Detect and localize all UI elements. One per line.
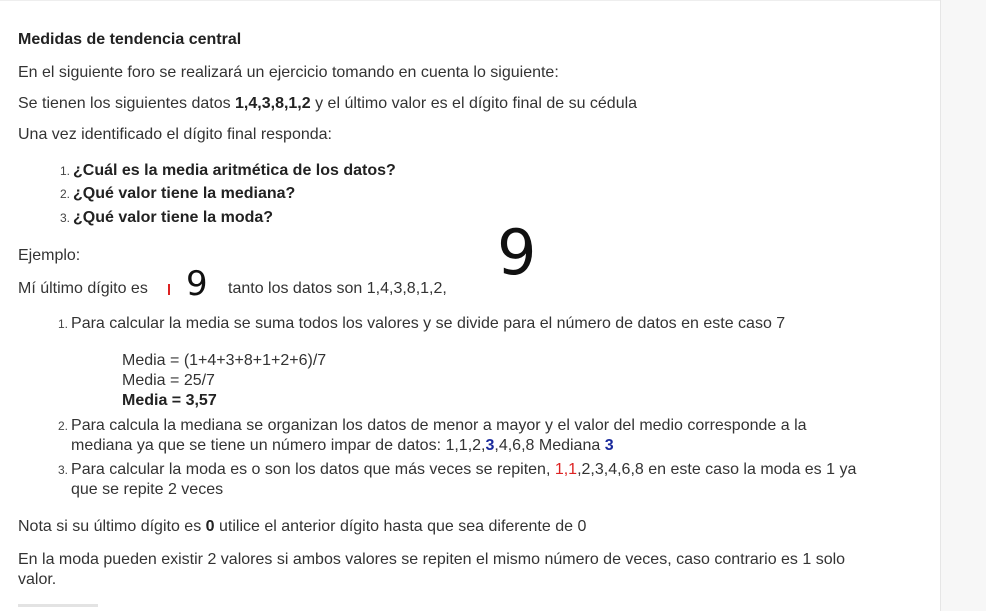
- step-text: ,4,6,8 Mediana: [494, 437, 605, 454]
- post-title: Medidas de tendencia central: [18, 31, 242, 48]
- question-1: [60, 161, 396, 181]
- note-pre: Nota si su último dígito es: [18, 518, 206, 535]
- median-value: 3: [604, 437, 614, 454]
- step-number: 1.: [58, 317, 69, 331]
- identify-text: Una vez identificado el dígito final responda:: [18, 126, 332, 143]
- mode-note-line-2: valor.: [18, 571, 57, 588]
- data-line: [18, 94, 637, 113]
- mode-highlight: 1,1: [554, 461, 578, 478]
- note-text: [18, 517, 586, 536]
- question-text: ¿Qué valor tiene la mediana?: [73, 185, 296, 202]
- question-text: ¿Qué valor tiene la moda?: [73, 209, 274, 226]
- red-mark: [168, 284, 170, 295]
- step-text: Para calcular la media se suma todos los valores y se divide para el número de datos en este caso 7: [71, 315, 786, 332]
- question-number: 3.: [60, 211, 71, 225]
- media-result: Media = 3,57: [122, 392, 217, 409]
- example-label: Ejemplo:: [18, 247, 81, 264]
- step-text: Para calcular la moda es o son los datos que más veces se repiten,: [71, 461, 555, 478]
- data-values: 1,4,3,8,1,2: [235, 95, 311, 112]
- data-line-post: y el último valor es el dígito final de su cédula: [310, 95, 638, 112]
- step-text: mediana ya que se tiene un número impar de datos: 1,1,2,: [71, 437, 486, 454]
- question-2: [60, 184, 295, 204]
- top-divider: [0, 0, 940, 1]
- step-1: [58, 314, 785, 334]
- step-2: [58, 416, 807, 436]
- question-text: ¿Cuál es la media aritmética de los datos?: [73, 162, 396, 179]
- step-3: [58, 460, 856, 480]
- median-highlight: 3: [485, 437, 495, 454]
- question-number: 1.: [60, 164, 71, 178]
- step-3-continued: que se repite 2 veces: [71, 481, 224, 498]
- data-line-pre: Se tienen los siguientes datos: [18, 95, 236, 112]
- mode-note-line-1: En la moda pueden existir 2 valores si ambos valores se repiten el mismo número de veces, caso contrario es 1 solo: [18, 551, 846, 568]
- last-digit-label: Mí último dígito es: [18, 280, 148, 297]
- intro-text: En el siguiente foro se realizará un ejercicio tomando en cuenta lo siguiente:: [18, 64, 559, 81]
- step-2-continued: [71, 436, 614, 455]
- question-3: [60, 208, 273, 228]
- step-number: 3.: [58, 463, 69, 477]
- cut-off-content: [18, 604, 98, 607]
- right-margin-pane: [941, 0, 986, 611]
- handwritten-digit-small: 9: [186, 264, 208, 304]
- step-text: Para calcula la mediana se organizan los datos de menor a mayor y el valor del medio corresponde a la: [71, 417, 807, 434]
- step-number: 2.: [58, 419, 69, 433]
- media-line-2: Media = 25/7: [122, 372, 215, 389]
- note-post: utilice el anterior dígito hasta que sea diferente de 0: [214, 518, 587, 535]
- step-text: ,2,3,4,6,8 en este caso la moda es 1 ya: [577, 461, 857, 478]
- note-zero: 0: [205, 518, 215, 535]
- question-number: 2.: [60, 187, 71, 201]
- media-line-1: Media = (1+4+3+8+1+2+6)/7: [122, 352, 327, 369]
- data-with-digit: tanto los datos son 1,4,3,8,1,2,: [228, 280, 447, 297]
- handwritten-digit-large: 9: [497, 216, 537, 289]
